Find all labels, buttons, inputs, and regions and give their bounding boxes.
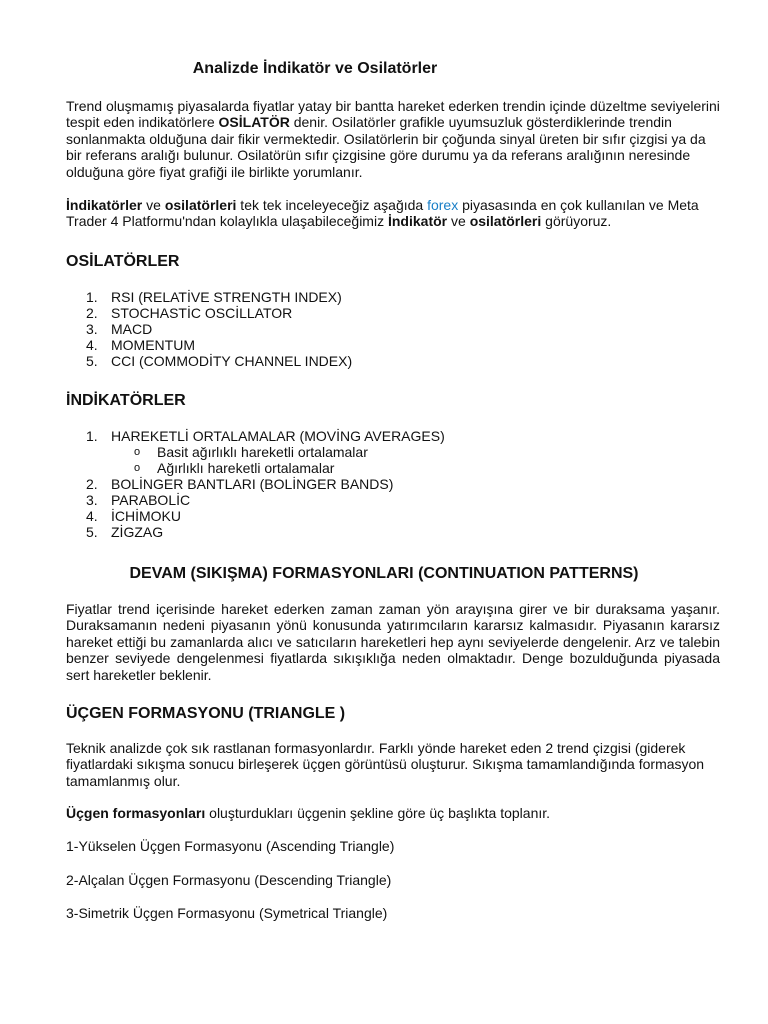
- list-number: 2.: [86, 305, 98, 321]
- list-item: [66, 289, 352, 305]
- list-number: 1.: [86, 428, 98, 444]
- list-item: [66, 353, 352, 369]
- list-item-text: BOLİNGER BANTLARI (BOLİNGER BANDS): [111, 476, 394, 492]
- list-item: [66, 321, 352, 337]
- list-item-text: İCHİMOKU: [111, 508, 181, 524]
- list-number: 3.: [86, 321, 98, 337]
- intro-paragraph-2: [66, 197, 720, 230]
- list-item-text: CCI (COMMODİTY CHANNEL INDEX): [111, 353, 353, 369]
- continuation-heading: DEVAM (SIKIŞMA) FORMASYONLARI (CONTINUATION PATTERNS): [129, 565, 639, 582]
- oscillators-list: [66, 289, 352, 369]
- text-fragment: oluşturdukları üçgenin şekline göre üç başlıkta toplanır.: [205, 805, 551, 821]
- intro-paragraph-1: [66, 98, 720, 180]
- intro-text-continued: denir. Osilatörler grafikle uyumsuzluk gösterdiklerinde trendin sonlanmakta olduğuna dair fikir vermektedir. Osilatörlerin bir çoğunda sinyal üreten bir sıfır çizgisi ya da bir referans aralığı bulunur. Osilatörün sıfır çizgisine göre durumu ya da referans aralığının neresinde olduğuna göre fiyat grafiği ile birlikte yorumlanır.: [66, 114, 706, 180]
- list-item-text: HAREKETLİ ORTALAMALAR (MOVİNG AVERAGES): [111, 428, 445, 444]
- list-number: 2.: [86, 476, 98, 492]
- list-item: [66, 492, 445, 508]
- forex-link[interactable]: forex: [427, 197, 459, 213]
- list-item-text: STOCHASTİC OSCİLLATOR: [111, 305, 293, 321]
- bold-indicator: İndikatör: [387, 213, 448, 230]
- page-title: Analizde İndikatör ve Osilatörler: [192, 60, 438, 77]
- list-item-text: MOMENTUM: [111, 337, 195, 353]
- list-number: 3.: [86, 492, 98, 508]
- list-item-text: RSI (RELATİVE STRENGTH INDEX): [111, 289, 342, 305]
- list-item-text: PARABOLİC: [111, 492, 191, 508]
- sub-list-item: [66, 460, 445, 476]
- indicators-list: [66, 428, 445, 540]
- indicators-heading: İNDİKATÖRLER: [66, 392, 186, 409]
- sub-list-item: [66, 444, 445, 460]
- text-fragment: ve: [142, 197, 165, 213]
- bold-indicators: İndikatörler: [66, 197, 143, 213]
- intro-text: Trend oluşmamış piyasalarda fiyatlar yatay bir bantta hareket ederken trendin içinde düzeltme seviyelerini tespit eden indikatörlere: [66, 98, 720, 131]
- bullet-icon: o: [134, 462, 141, 474]
- list-item: [66, 476, 445, 492]
- triangle-type-2: 2-Alçalan Üçgen Formasyonu (Descending Triangle): [66, 872, 392, 888]
- text-fragment: görüyoruz.: [541, 213, 612, 230]
- triangle-types-intro: [66, 805, 550, 821]
- oscillators-heading: OSİLATÖRLER: [66, 253, 180, 270]
- list-item: [66, 428, 445, 444]
- triangle-paragraph: Teknik analizde çok sık rastlanan formasyonlardır. Farklı yönde hareket eden 2 trend çizgisi (giderek fiyatlardaki sıkışma sonucu birleşerek üçgen görüntüsü oluşturur. Sıkışma tamamlandığında formasyon tamamlanmış olur.: [66, 740, 705, 789]
- list-item: [66, 305, 352, 321]
- bullet-icon: o: [134, 446, 141, 458]
- bold-oscillators-2: osilatörleri: [469, 213, 542, 230]
- sub-item-text: Ağırlıklı hareketli ortalamalar: [157, 460, 335, 476]
- list-number: 5.: [86, 353, 98, 369]
- triangle-heading: ÜÇGEN FORMASYONU (TRIANGLE ): [66, 705, 346, 722]
- list-item-text: MACD: [111, 321, 153, 337]
- list-item: [66, 508, 445, 524]
- list-item: [66, 524, 445, 540]
- list-number: 1.: [86, 289, 98, 305]
- list-item: [66, 337, 352, 353]
- text-fragment: tek tek inceleyeceğiz aşağıda: [236, 197, 428, 213]
- list-number: 4.: [86, 337, 98, 353]
- sub-item-text: Basit ağırlıklı hareketli ortalamalar: [157, 444, 368, 460]
- text-fragment: ve: [447, 213, 470, 230]
- text-fragment: piyasasında en çok kullanılan ve Meta Trader 4 Platformu'ndan kolaylıkla ulaşabileceğimiz: [66, 197, 699, 230]
- continuation-paragraph: Fiyatlar trend içerisinde hareket ederken zaman zaman yön arayışına girer ve bir duraksama yaşanır. Duraksamanın nedeni piyasanın yönü konusunda yatırımcıların kararsız kalmasıdır. Piyasanın kararsız hareket ettiği bu zamanlarda alıcı ve satıcıların hareketleri hep aynı seviyelerde dengelenir. Arz ve talebin benzer seviyede dengelenmesi fiyatlarda sıkışıklığa neden olmaktadır. Denge bozulduğunda piyasada sert hareketler beklenir.: [66, 601, 720, 683]
- list-number: 4.: [86, 508, 98, 524]
- bold-triangle-formations: Üçgen formasyonları: [66, 805, 206, 821]
- bold-oscillators: osilatörleri: [164, 197, 237, 213]
- oscillator-term: OSİLATÖR: [218, 114, 290, 131]
- list-item-text: ZİGZAG: [111, 524, 164, 540]
- triangle-type-1: 1-Yükselen Üçgen Formasyonu (Ascending Triangle): [66, 838, 395, 854]
- triangle-type-3: 3-Simetrik Üçgen Formasyonu (Symetrical Triangle): [66, 905, 388, 921]
- list-number: 5.: [86, 524, 98, 540]
